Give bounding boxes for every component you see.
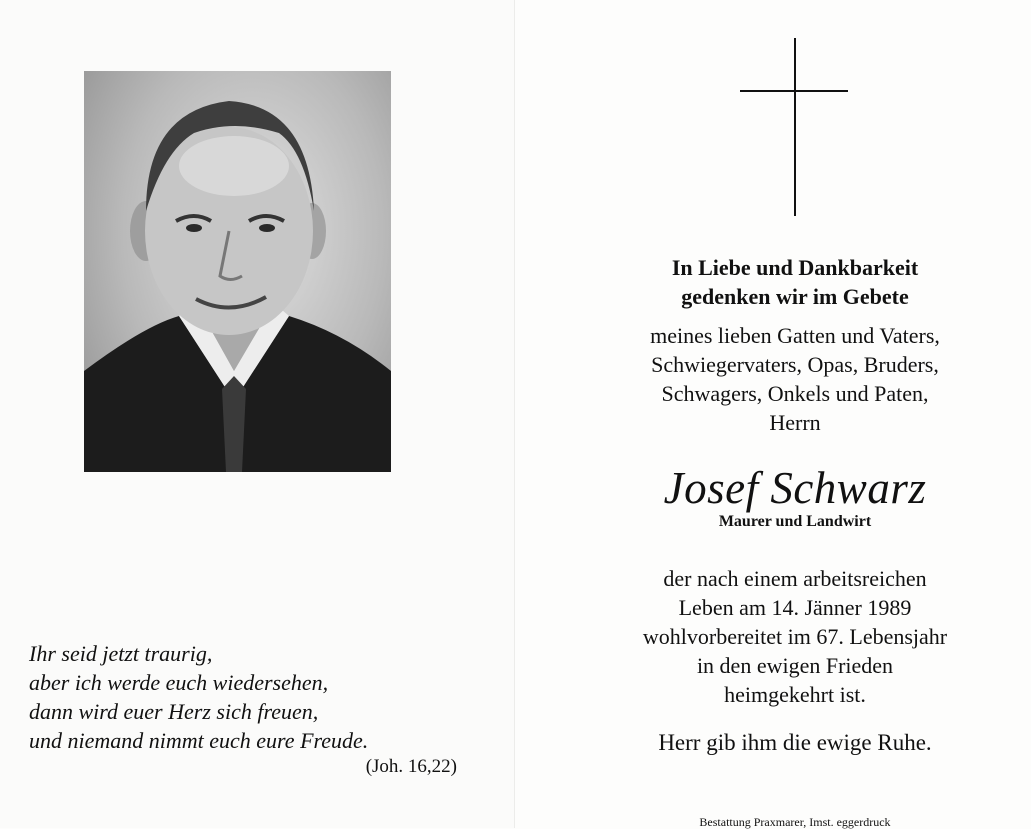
notice-line: Leben am 14. Jänner 1989 — [678, 595, 912, 620]
quote-line: und niemand nimmt euch eure Freude. — [29, 728, 369, 753]
relation-line: meines lieben Gatten und Vaters, — [650, 323, 940, 348]
relation-line: Schwagers, Onkels und Paten, — [661, 381, 929, 406]
relation-line: Schwiegervaters, Opas, Bruders, — [651, 352, 939, 377]
quote-line: dann wird euer Herz sich freuen, — [29, 699, 319, 724]
death-notice-text — [560, 564, 1030, 709]
notice-line: heimgekehrt ist. — [724, 682, 866, 707]
relation-text — [560, 321, 1030, 437]
deceased-occupation: Maurer und Landwirt — [718, 513, 872, 530]
card-fold — [514, 0, 515, 828]
notice-line: der nach einem arbeitsreichen — [663, 566, 927, 591]
quote-line: Ihr seid jetzt traurig, — [29, 641, 213, 666]
quote-reference: (Joh. 16,22) — [365, 756, 457, 777]
heading-line: In Liebe und Dankbarkeit — [671, 255, 919, 280]
bible-quote — [29, 639, 469, 779]
printer-credit: Bestattung Praxmarer, Imst. eggerdruck — [699, 815, 891, 829]
portrait-photo — [84, 71, 391, 472]
notice-line: wohlvorbereitet im 67. Lebensjahr — [642, 624, 948, 649]
quote-line: aber ich werde euch wiedersehen, — [29, 670, 329, 695]
heading-line: gedenken wir im Gebete — [681, 284, 909, 309]
relation-line: Herrn — [769, 410, 821, 435]
deceased-name: Josef Schwarz — [663, 463, 927, 513]
notice-line: in den ewigen Frieden — [696, 653, 894, 678]
cross-icon — [740, 38, 850, 223]
closing-prayer: Herr gib ihm die ewige Ruhe. — [658, 730, 932, 755]
memorial-heading — [560, 253, 1030, 311]
